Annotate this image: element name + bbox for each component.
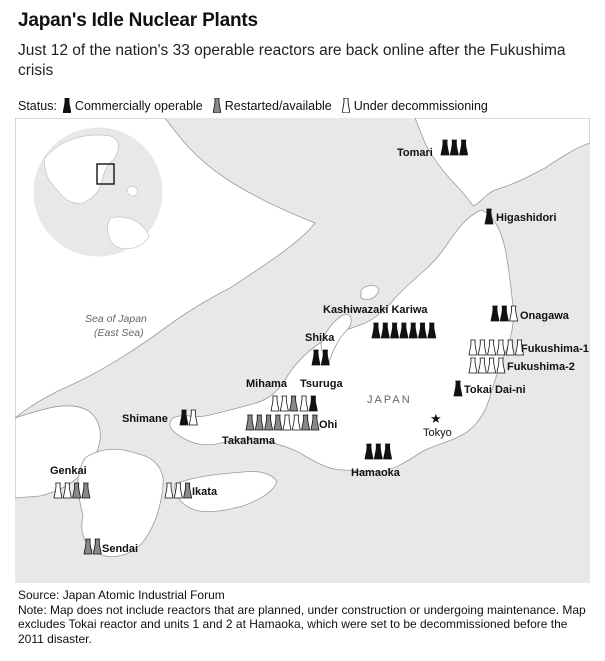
capital-label: Tokyo	[423, 427, 452, 439]
legend-text-decom: Under decommissioning	[353, 98, 488, 113]
sea-label-alt: (East Sea)	[94, 327, 144, 339]
plant-tokai-dai-ni	[454, 381, 526, 396]
plant-shimane	[122, 410, 197, 425]
country-label: JAPAN	[367, 394, 412, 406]
plant-label: Tokai Dai-ni	[464, 384, 526, 396]
plant-label: Hamaoka	[351, 467, 400, 479]
plant-label: Ohi	[319, 419, 338, 431]
plant-label: Fukushima-2	[507, 361, 575, 373]
plant-reactors	[441, 140, 468, 155]
legend-item-restarted	[213, 98, 332, 113]
footnote: Note: Map does not include reactors that are planned, under construction or undergoing maintenance. Map excludes Tokai reactor and units 1 and 2 at Hamaoka, which were set to be decommissioned before the 2011 disaster.	[18, 602, 586, 646]
reactor-decom-icon	[342, 98, 350, 113]
capital-star-icon: ★	[430, 412, 442, 427]
source-note: Source: Japan Atomic Industrial Forum	[18, 588, 225, 602]
plant-label: Mihama	[246, 378, 287, 390]
plant-label: Higashidori	[496, 212, 557, 224]
plant-reactors	[491, 306, 518, 321]
plant-label: Tomari	[397, 147, 433, 159]
plant-label: Sendai	[102, 543, 139, 555]
japan-map	[15, 118, 590, 583]
plant-reactors	[165, 483, 192, 498]
chart-title: Japan's Idle Nuclear Plants	[18, 10, 258, 31]
plant-reactors	[365, 444, 392, 459]
plant-label: Onagawa	[520, 310, 569, 322]
legend-label: Status:	[18, 98, 57, 113]
legend-text-restarted: Restarted/available	[224, 98, 332, 113]
plant-higashidori	[485, 209, 557, 224]
plant-reactors	[271, 396, 298, 411]
reactor-restarted-icon	[213, 98, 221, 113]
plant-label: Kashiwazaki Kariwa	[323, 304, 428, 316]
reactor-operable-icon	[63, 98, 71, 113]
plant-label: Shimane	[122, 413, 168, 425]
plant-label: Shika	[305, 332, 335, 344]
legend-item-operable	[63, 98, 203, 113]
legend-item-decom	[342, 98, 488, 113]
plant-label: Tsuruga	[300, 378, 343, 390]
legend-text-operable: Commercially operable	[74, 98, 203, 113]
sea-label: Sea of Japan	[85, 313, 147, 325]
legend	[18, 98, 498, 113]
plant-label: Genkai	[50, 465, 87, 477]
plant-label: Ikata	[192, 486, 218, 498]
footer	[18, 588, 593, 646]
plant-label: Takahama	[222, 435, 275, 447]
chart-subtitle: Just 12 of the nation's 33 operable reactors are back online after the Fukushima crisis	[18, 42, 566, 79]
plant-label: Fukushima-1	[521, 343, 589, 355]
